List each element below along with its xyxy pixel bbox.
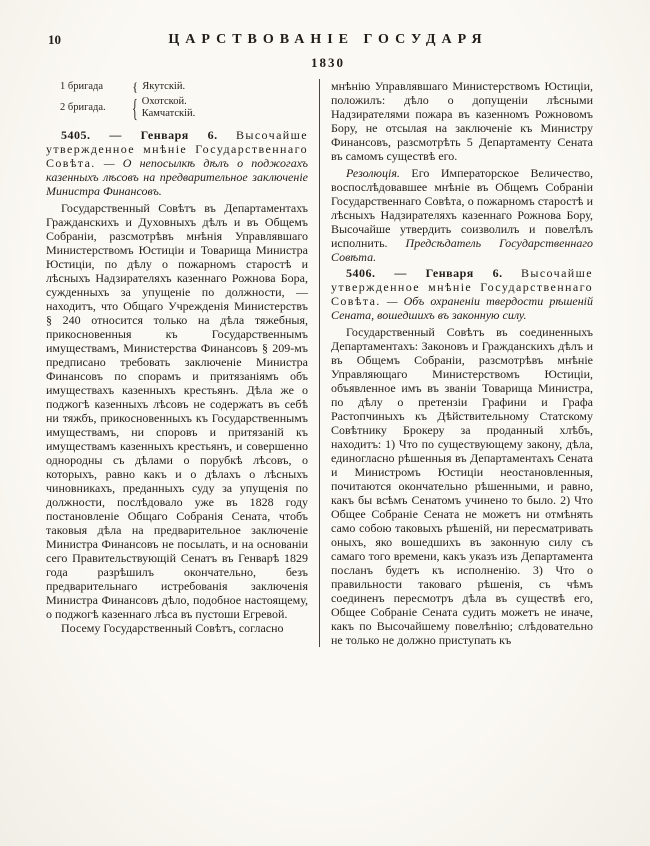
list-item: [60, 81, 308, 93]
list-item: [60, 93, 308, 123]
entry-5405-body: Государственный Совѣтъ въ Департаментахъ Гражданскихъ и Духовныхъ дѣлъ и въ Общемъ Собраніи, разсмотрѣвъ мнѣнія Управлявшаго Министерствомъ Юстиціи и Товарища Министра Юстиціи, по дѣлу о пожарномъ старостѣ и лѣсныхъ Надзирателяхъ казеннаго Рожнова Бора, сужденныхъ за упущеніе по должности, — находитъ, что Общаго Учрежденія Министерствъ § 240 относится только на дѣла тяжебныя, прикосновенныя къ Государственнымъ имуществамъ, Министерства Финансовъ § 209-мъ предписано требовать заключеніе Министра Финансовъ по спорамъ и притязаніямъ объ имуществахъ казенныхъ крестьянъ. Дѣла же о поджогѣ казенныхъ лѣсовъ не содержатъ въ себѣ ни тяжбъ, прикосновенныхъ къ Государственнымъ имуществамъ, ни споровъ и притязаній къ имуществамъ казенныхъ крестьянъ, и совершенно однородны съ дѣлами о порубкѣ лѣсовъ, о которыхъ, равно какъ и о дѣлахъ о лѣсныхъ чиновникахъ, преданныхъ суду за упущенія по должности, послѣдовало уже въ 1828 году постановленіе Общаго Собранія Сената, чтобъ таковыя дѣла на предварительное заключеніе Министра Финансовъ не посылать, и на основаніи сего Правительствующій Сенатъ въ Генварѣ 1829 года разрѣшилъ окончательно, безъ предварительнаго истребованія заключенія Министра Финансовъ дѣло, подобное настоящему, о поджогѣ казеннаго лѣса въ пустоши Егревой.: [46, 201, 308, 621]
brace-glyph: {: [132, 79, 139, 94]
entry-5405-body-continued: Посему Государственный Совѣтъ, согласно: [61, 621, 284, 635]
column-divider-rule: [319, 79, 320, 647]
entry-type: Высочайше утвержденное мнѣніе Государственнаго Совѣта.: [331, 266, 594, 308]
brace-glyph: {: [132, 93, 138, 123]
entry-5406-heading: [331, 266, 593, 322]
left-column: [46, 79, 308, 647]
brigade-label: 2 бригада.: [60, 102, 106, 113]
entry-subject: — Объ охраненіи твердости рѣшеній Сената, вошедшихъ въ законную силу.: [331, 294, 594, 322]
brigade-item: Камчатскій.: [141, 108, 196, 119]
page-number: 10: [48, 32, 61, 47]
brigade-label: 1 бригада: [60, 81, 104, 92]
entry-subject: — О непосылкѣ дѣлъ о поджогахъ казенныхъ лѣсовъ на предварительное заключеніе Министра Финансовъ.: [46, 156, 308, 198]
entry-5406-body: Государственный Совѣтъ въ соединенныхъ Департаментахъ: Законовъ и Гражданскихъ дѣлъ и въ Общемъ Собраніи, разсмотрѣвъ мнѣніе Управляющаго Министерствомъ Юстиціи, объявленное имъ въ званіи Товарища Министра, по дѣлу о претензіи Графини и Графа Растопчиныхъ къ Дѣйствительному Статскому Совѣтнику Брокеру за проданный хлѣбъ, находитъ: 1) Что по существующему закону, дѣла, единогласно рѣшенныя въ Департаментахъ Сената и Министромъ Юстиціи неостановленныя, почитаются окончательно рѣшенными, и равно, какъ бы всѣмъ Сенатомъ учинено то было. 2) Что Общее Собраніе Сената не можетъ ни отмѣнять само собою таковыхъ рѣшеній, ни пересматривать оныхъ, яко вошедшихъ въ законную силу съ самаго того времени, какъ указъ изъ Департамента посланъ будетъ къ исполненію. 3) Что о правильности таковаго рѣшенія, съ чѣмъ соединенъ пересмотръ дѣла въ существѣ его, Общее Собраніе Сената судить можетъ не иначе, какъ по Высочайшему повелѣнію; слѣдовательно не только не должно приступать къ: [331, 325, 593, 647]
resolution-label: Резолюція.: [346, 166, 400, 180]
brigade-list: [60, 79, 308, 123]
right-column: [331, 79, 593, 647]
page-header: [46, 30, 610, 50]
entry-type: Высочайше утвержденное мнѣніе Государственнаго Совѣта.: [46, 128, 309, 170]
entry-number: 5405. — Генваря 6.: [61, 128, 218, 142]
entry-number: 5406. — Генваря 6.: [346, 266, 503, 280]
running-head-title: ЦАРСТВОВАНІЕ ГОСУДАРЯ: [168, 32, 488, 47]
brigade-item: Охотской.: [141, 96, 187, 107]
resolution-signature: Предсѣдатель Государственнаго Совѣта.: [331, 236, 593, 264]
two-column-text-block: [46, 79, 610, 647]
resolution-text: Его Императорское Величество, воспослѣдовавшее мнѣніе въ Общемъ Собраніи Государственнаго Совѣта, о пожарномъ старостѣ и лѣсныхъ Надзирателяхъ казеннаго Рожнова Бору, Высочайше утвердить соизволилъ и повелѣлъ исполнить.: [331, 166, 593, 250]
brigade-item: Якутскій.: [142, 81, 186, 92]
year-heading: 1830: [311, 55, 345, 70]
entry-5405-heading: [46, 128, 308, 198]
entry-5405-continuation: мнѣнію Управлявшаго Министерствомъ Юстиціи, положилъ: дѣло о допущеніи лѣсными Надзирателями пожара въ казенномъ Рожновомъ Бору, не отсылая на заключеніе къ Министру Финансовъ, разсмотрѣть 5 Департаменту Сената въ самомъ существѣ его.: [331, 79, 593, 163]
resolution-paragraph: [331, 166, 593, 264]
